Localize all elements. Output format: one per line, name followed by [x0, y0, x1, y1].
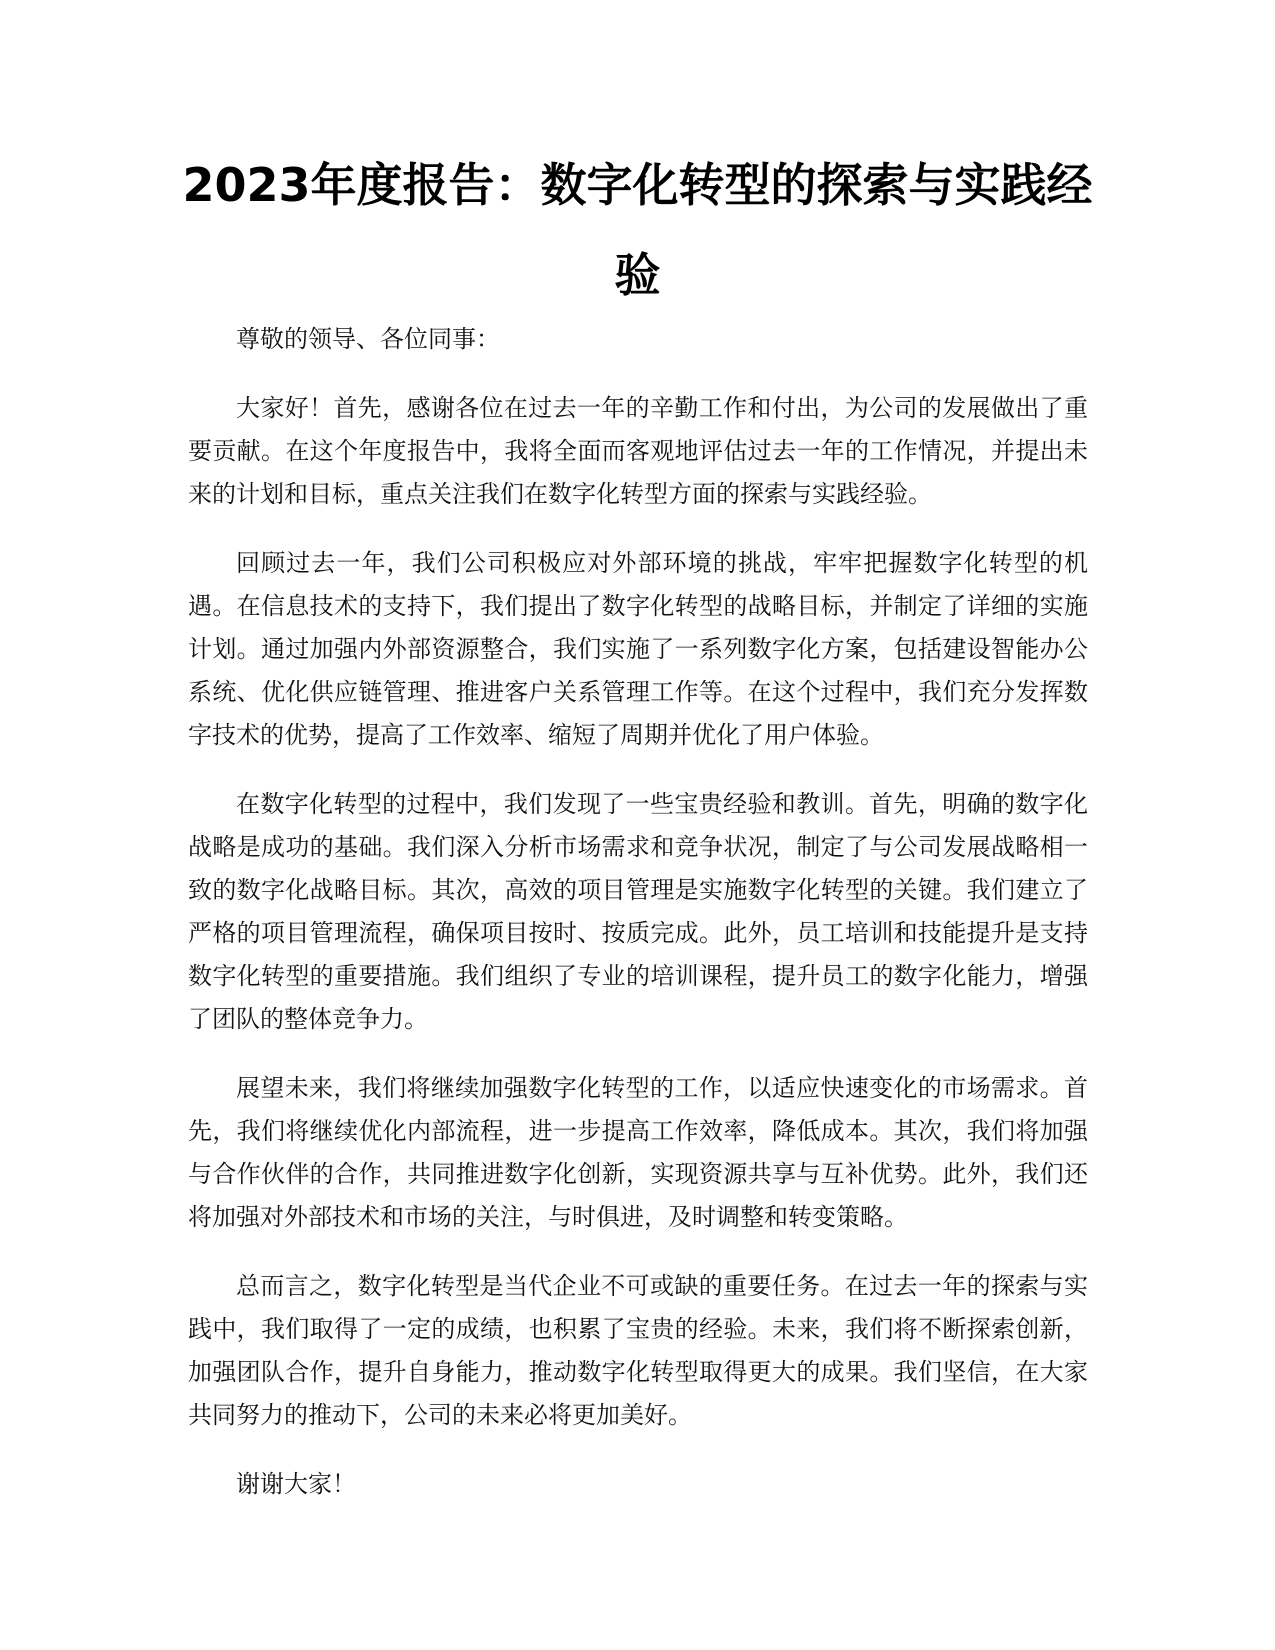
document-body: [188, 318, 1088, 1532]
conclusion-paragraph: 总而言之，数字化转型是当代企业不可或缺的重要任务。在过去一年的探索与实践中，我们取得了一定的成绩，也积累了宝贵的经验。未来，我们将不断探索创新，加强团队合作，提升自身能力，推动数字化转型取得更大的成果。我们坚信，在大家共同努力的推动下，公司的未来必将更加美好。: [188, 1272, 1088, 1429]
intro-paragraph: 大家好！首先，感谢各位在过去一年的辛勤工作和付出，为公司的发展做出了重要贡献。在这个年度报告中，我将全面而客观地评估过去一年的工作情况，并提出未来的计划和目标，重点关注我们在数字化转型方面的探索与实践经验。: [188, 394, 1088, 508]
thanks-paragraph: 谢谢大家！: [236, 1470, 356, 1498]
review-paragraph: 回顾过去一年，我们公司积极应对外部环境的挑战，牢牢把握数字化转型的机遇。在信息技术的支持下，我们提出了数字化转型的战略目标，并制定了详细的实施计划。通过加强内外部资源整合，我们实施了一系列数字化方案，包括建设智能办公系统、优化供应链管理、推进客户关系管理工作等。在这个过程中，我们充分发挥数字技术的优势，提高了工作效率、缩短了周期并优化了用户体验。: [188, 549, 1088, 749]
salutation-paragraph: 尊敬的领导、各位同事：: [236, 325, 500, 353]
lessons-paragraph: 在数字化转型的过程中，我们发现了一些宝贵经验和教训。首先，明确的数字化战略是成功的基础。我们深入分析市场需求和竞争状况，制定了与公司发展战略相一致的数字化战略目标。其次，高效的项目管理是实施数字化转型的关键。我们建立了严格的项目管理流程，确保项目按时、按质完成。此外，员工培训和技能提升是支持数字化转型的重要措施。我们组织了专业的培训课程，提升员工的数字化能力，增强了团队的整体竞争力。: [188, 790, 1088, 1033]
document-title: 2023年度报告：数字化转型的探索与实践经验: [182, 158, 1093, 302]
outlook-paragraph: 展望未来，我们将继续加强数字化转型的工作，以适应快速变化的市场需求。首先，我们将继续优化内部流程，进一步提高工作效率，降低成本。其次，我们将加强与合作伙伴的合作，共同推进数字化创新，实现资源共享与互补优势。此外，我们还将加强对外部技术和市场的关注，与时俱进，及时调整和转变策略。: [188, 1074, 1088, 1231]
